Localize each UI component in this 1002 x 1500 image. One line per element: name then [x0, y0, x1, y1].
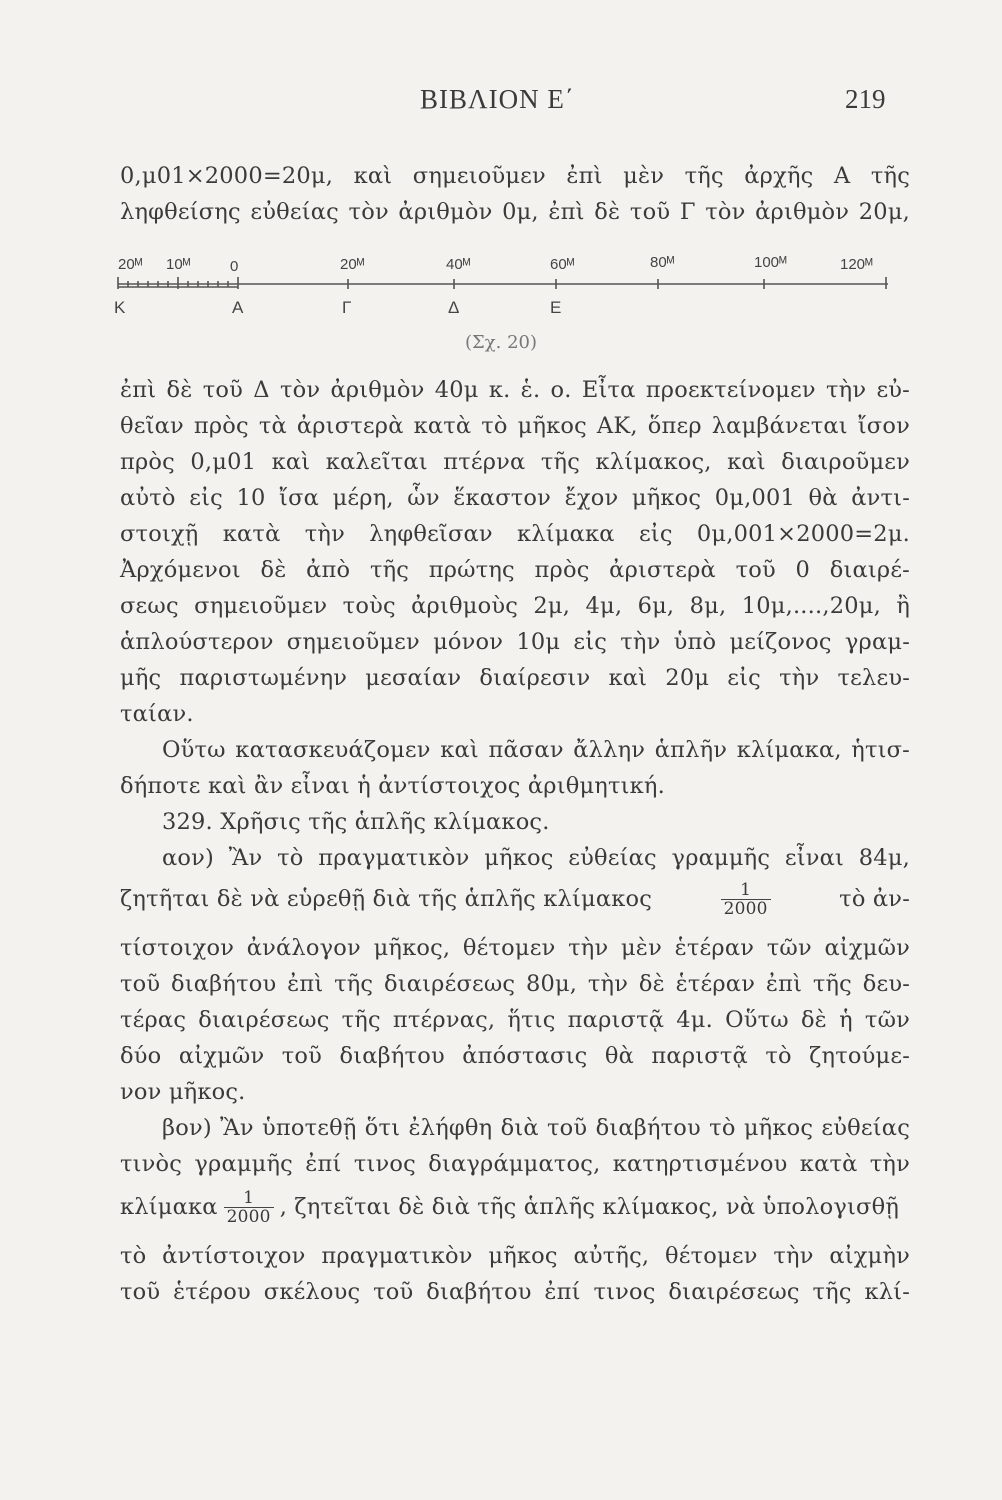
- text-fragment: τὸ ἀν-: [839, 886, 910, 912]
- text-line: τοῦ ἑτέρου σκέλους τοῦ διαβήτου ἐπί τινος διαιρέσεως τῆς κλί-: [120, 1279, 910, 1305]
- scale-point-label: Ε: [550, 298, 562, 317]
- text-line: τὸ ἀντίστοιχον πραγματικὸν μῆκος αὐτῆς, θέτομεν τὴν αἰχμὴν: [120, 1243, 910, 1269]
- scale-top-label: 0: [230, 258, 239, 275]
- scale-top-label: 20ᴹ: [340, 256, 365, 273]
- text-fragment: κλίμακα: [120, 1194, 218, 1220]
- text-line: δύο αἰχμῶν τοῦ διαβήτου ἀπόστασις θὰ παριστᾷ τὸ ζητούμε-: [120, 1043, 910, 1069]
- scale-point-label: Γ: [342, 298, 352, 317]
- scale-figure: [114, 253, 888, 323]
- text-line: τίστοιχον ἀνάλογον μῆκος, θέτομεν τὴν μὲν ἑτέραν τῶν αἰχμῶν: [120, 935, 910, 961]
- text-fragment: , ζητεῖται δὲ διὰ τῆς ἁπλῆς κλίμακος, νὰ ὑπολογισθῇ: [279, 1194, 900, 1220]
- fraction-numerator: 1: [224, 1189, 274, 1208]
- text-line: Ἀρχόμενοι δὲ ἀπὸ τῆς πρώτης πρὸς ἀριστερὰ τοῦ 0 διαιρέ-: [120, 557, 910, 583]
- text-line: δήποτε καὶ ἂν εἶναι ἡ ἀντίστοιχος ἀριθμητική.: [120, 773, 665, 799]
- scale-diagram: [114, 253, 888, 323]
- scale-top-label: 40ᴹ: [446, 256, 471, 273]
- text-line: τοῦ διαβήτου ἐπὶ τῆς διαιρέσεως 80μ, τὴν δὲ ἑτέραν ἐπὶ τῆς δευ-: [120, 971, 910, 997]
- text-line: 0,μ01×2000=20μ, καὶ σημειοῦμεν ἐπὶ μὲν τῆς ἀρχῆς Α τῆς: [120, 163, 910, 189]
- text-line: βον) Ἂν ὑποτεθῇ ὅτι ἐλήφθη διὰ τοῦ διαβήτου τὸ μῆκος εὐθείας: [162, 1115, 910, 1141]
- scale-top-label: 80ᴹ: [650, 254, 675, 271]
- scale-fraction: [721, 881, 771, 918]
- running-title: ΒΙΒΛΙΟΝ Ε΄: [420, 84, 575, 114]
- scale-top-label: 60ᴹ: [550, 256, 575, 273]
- text-line: ταίαν.: [120, 701, 194, 727]
- text-line: ληφθείσης εὐθείας τὸν ἀριθμὸν 0μ, ἐπὶ δὲ τοῦ Γ τὸν ἀριθμὸν 20μ,: [120, 199, 910, 225]
- section-heading: 329. Χρῆσις τῆς ἁπλῆς κλίμακος.: [162, 809, 550, 835]
- scale-top-label: 20ᴹ: [118, 256, 143, 273]
- page-header: [0, 84, 1002, 124]
- text-fragment: ζητῆται δὲ νὰ εὑρεθῇ διὰ τῆς ἁπλῆς κλίμακος: [120, 886, 653, 912]
- scale-fraction: [224, 1189, 274, 1226]
- text-line: αὐτὸ εἰς 10 ἴσα μέρη, ὧν ἕκαστον ἔχον μῆκος 0μ,001 θὰ ἀντι-: [120, 485, 910, 511]
- text-line: ἁπλούστερον σημειοῦμεν μόνον 10μ εἰς τὴν ὑπὸ μείζονος γραμ-: [120, 629, 910, 655]
- text-line: τινὸς γραμμῆς ἐπί τινος διαγράμματος, κατηρτισμένου κατὰ τὴν: [120, 1151, 910, 1177]
- text-line: τέρας διαιρέσεως τῆς πτέρνας, ἥτις παριστᾷ 4μ. Οὕτω δὲ ἡ τῶν: [120, 1007, 910, 1033]
- scale-point-label: Κ: [114, 298, 126, 317]
- scale-top-label: 10ᴹ: [166, 256, 191, 273]
- text-line: ἐπὶ δὲ τοῦ Δ τὸν ἀριθμὸν 40μ κ. ἑ. ο. Εἶτα προεκτείνομεν τὴν εὐ-: [120, 377, 910, 403]
- text-line: Οὕτω κατασκευάζομεν καὶ πᾶσαν ἄλλην ἁπλῆν κλίμακα, ἡτισ-: [162, 737, 910, 763]
- text-line: σεως σημειοῦμεν τοὺς ἀριθμοὺς 2μ, 4μ, 6μ, 8μ, 10μ,....,20μ, ἢ: [120, 593, 910, 619]
- scale-top-label: 120ᴹ: [840, 256, 873, 273]
- text-line-with-fraction: [120, 872, 910, 926]
- text-line: μῆς παριστωμένην μεσαίαν διαίρεσιν καὶ 20μ εἰς τὴν τελευ-: [120, 665, 910, 691]
- figure-caption: (Σχ. 20): [464, 332, 538, 353]
- page-number: 219: [845, 84, 886, 114]
- fraction-denominator: 2000: [226, 1206, 271, 1227]
- text-line: αον) Ἂν τὸ πραγματικὸν μῆκος εὐθείας γραμμῆς εἶναι 84μ,: [162, 845, 910, 871]
- text-line: στοιχῇ κατὰ τὴν ληφθεῖσαν κλίμακα εἰς 0μ,001×2000=2μ.: [120, 521, 910, 547]
- text-line: πρὸς 0,μ01 καὶ καλεῖται πτέρνα τῆς κλίμακος, καὶ διαιροῦμεν: [120, 449, 910, 475]
- fraction-denominator: 2000: [723, 898, 768, 919]
- scale-point-label: Δ: [448, 298, 460, 317]
- text-line: νον μῆκος.: [120, 1079, 246, 1105]
- fraction-numerator: 1: [721, 881, 771, 900]
- scale-top-label: 100ᴹ: [754, 254, 787, 271]
- text-line-with-fraction: [120, 1180, 910, 1234]
- scale-point-label: Α: [232, 298, 244, 317]
- text-line: θεῖαν πρὸς τὰ ἀριστερὰ κατὰ τὸ μῆκος ΑΚ, ὅπερ λαμβάνεται ἴσον: [120, 413, 910, 439]
